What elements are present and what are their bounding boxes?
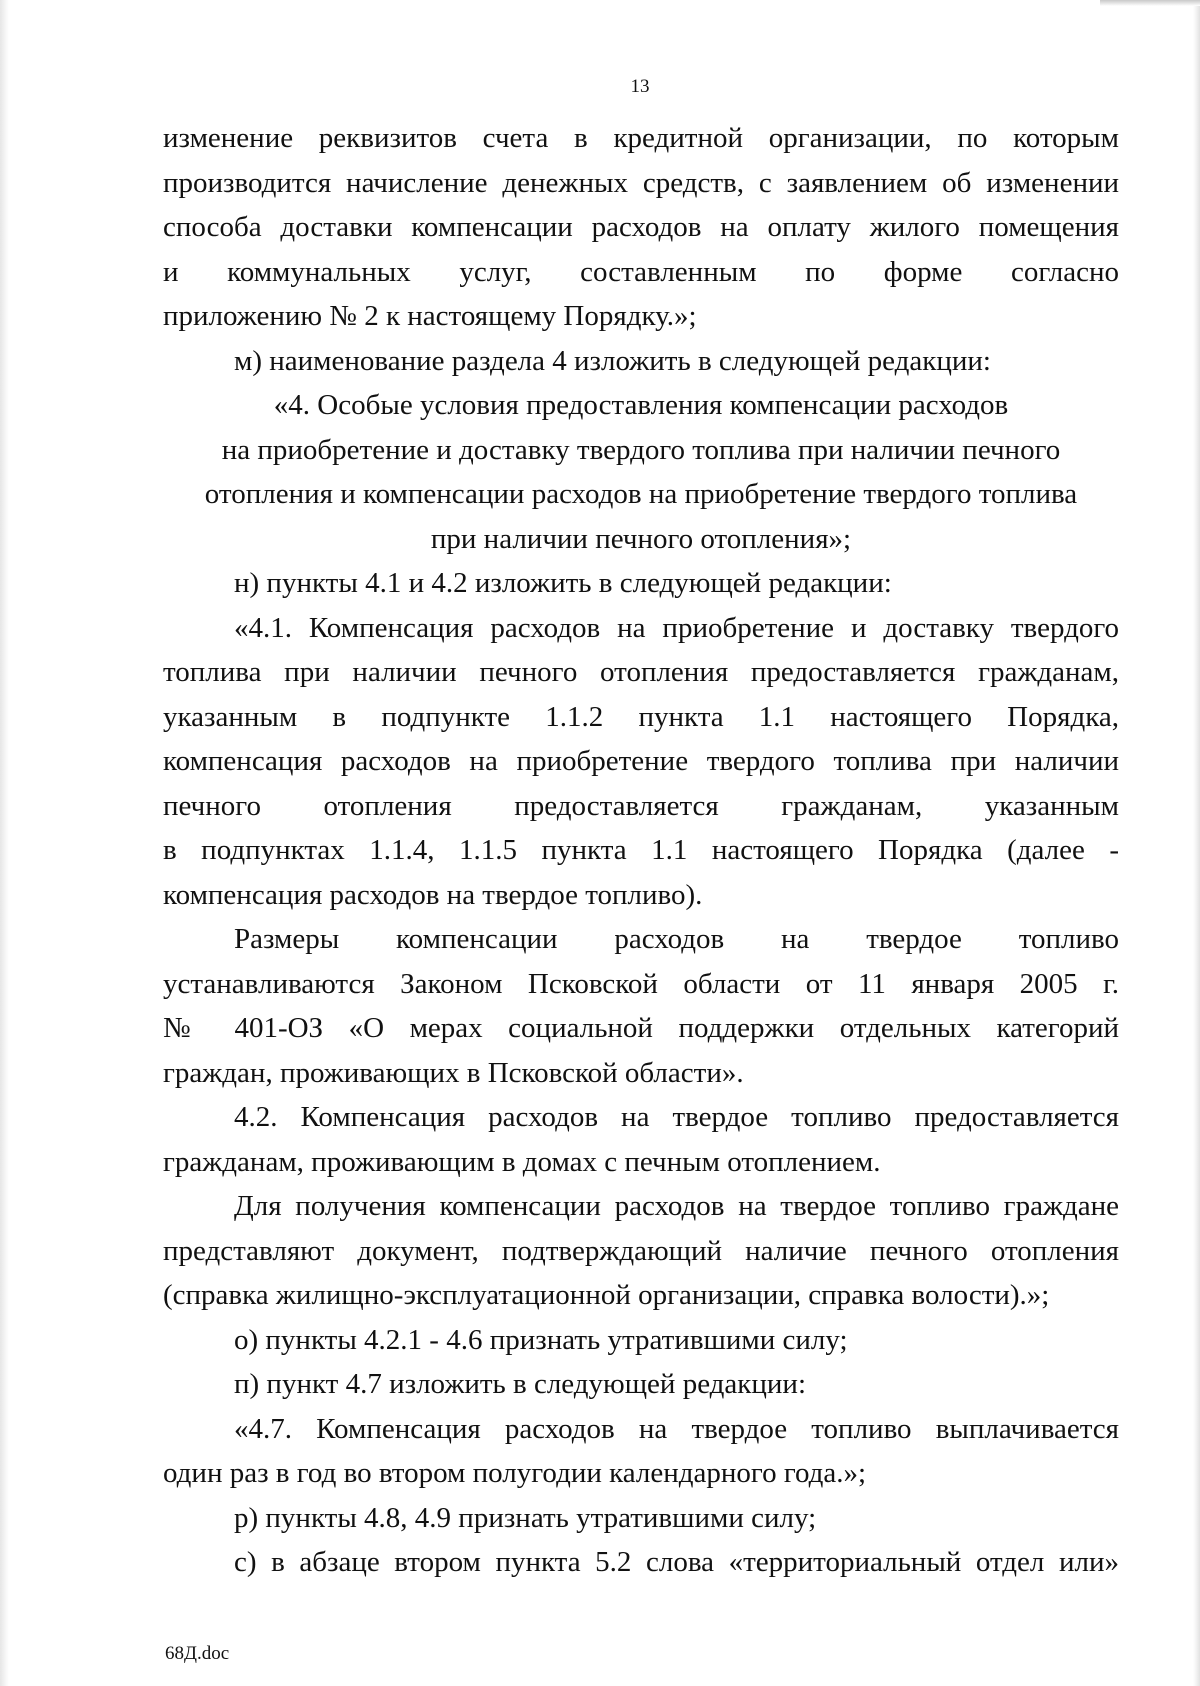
text-line: «4.1. Компенсация расходов на приобретение и доставку твердого: [234, 611, 1119, 644]
paragraph-o: о) пункты 4.2.1 - 4.6 признать утратившими силу;: [234, 1323, 848, 1356]
paragraph-r: р) пункты 4.8, 4.9 признать утратившими силу;: [234, 1501, 817, 1534]
section-heading-line: при наличии печного отопления»;: [430, 522, 852, 555]
text-line: производится начисление денежных средств, с заявлением об изменении: [163, 166, 1119, 199]
text-line: указанным в подпункте 1.1.2 пункта 1.1 настоящего Порядка,: [163, 700, 1119, 733]
text-line: один раз в год во втором полугодии календарного года.»;: [163, 1457, 867, 1489]
text-line: гражданам, проживающим в домах с печным отоплением.: [163, 1145, 881, 1178]
text-line: и коммунальных услуг, составленным по форме согласно: [163, 255, 1119, 288]
text-line: топлива при наличии печного отопления предоставляется гражданам,: [163, 656, 1119, 688]
page-number: 13: [630, 76, 650, 97]
section-heading-line: на приобретение и доставку твердого топлива при наличии печного: [221, 433, 1061, 466]
text-line: (справка жилищно-эксплуатационной организации, справка волости).»;: [163, 1279, 1050, 1311]
section-heading-line: «4. Особые условия предоставления компенсации расходов: [273, 389, 1009, 421]
text-line: Размеры компенсации расходов на твердое топливо: [234, 923, 1119, 955]
text-line: способа доставки компенсации расходов на оплату жилого помещения: [163, 211, 1119, 243]
text-line: представляют документ, подтверждающий наличие печного отопления: [163, 1234, 1119, 1267]
text-line: компенсация расходов на твердое топливо).: [163, 878, 703, 911]
text-line: компенсация расходов на приобретение твердого топлива при наличии: [163, 745, 1119, 777]
text-line: № 401-ОЗ «О мерах социальной поддержки отдельных категорий: [163, 1012, 1119, 1044]
section-heading-line: отопления и компенсации расходов на приобретение твердого топлива: [204, 478, 1078, 510]
footer-filename: 68Д.doc: [165, 1643, 230, 1664]
paragraph-p: п) пункт 4.7 изложить в следующей редакции:: [234, 1368, 807, 1400]
text-line: Для получения компенсации расходов на твердое топливо граждане: [234, 1190, 1119, 1222]
scan-edge-right: [1193, 0, 1200, 1686]
text-line: «4.7. Компенсация расходов на твердое топливо выплачивается: [234, 1412, 1119, 1445]
scan-edge-top: [1100, 0, 1200, 6]
paragraph-m: м) наименование раздела 4 изложить в следующей редакции:: [234, 344, 991, 377]
document-body: [163, 116, 1119, 1585]
text-line: 4.2. Компенсация расходов на твердое топливо предоставляется: [234, 1101, 1119, 1133]
text-line: приложению № 2 к настоящему Порядку.»;: [163, 300, 697, 332]
scan-edge-left: [0, 0, 9, 1686]
text-line: печного отопления предоставляется гражданам, указанным: [163, 789, 1119, 822]
paragraph-s: с) в абзаце втором пункта 5.2 слова «территориальный отдел или»: [234, 1546, 1119, 1578]
text-line: в подпунктах 1.1.4, 1.1.5 пункта 1.1 настоящего Порядка (далее -: [163, 834, 1119, 866]
text-line: граждан, проживающих в Псковской области».: [163, 1056, 744, 1089]
paragraph-n: н) пункты 4.1 и 4.2 изложить в следующей редакции:: [234, 567, 892, 599]
text-line: устанавливаются Законом Псковской области от 11 января 2005 г.: [163, 967, 1119, 1000]
text-line: изменение реквизитов счета в кредитной организации, по которым: [163, 122, 1119, 154]
